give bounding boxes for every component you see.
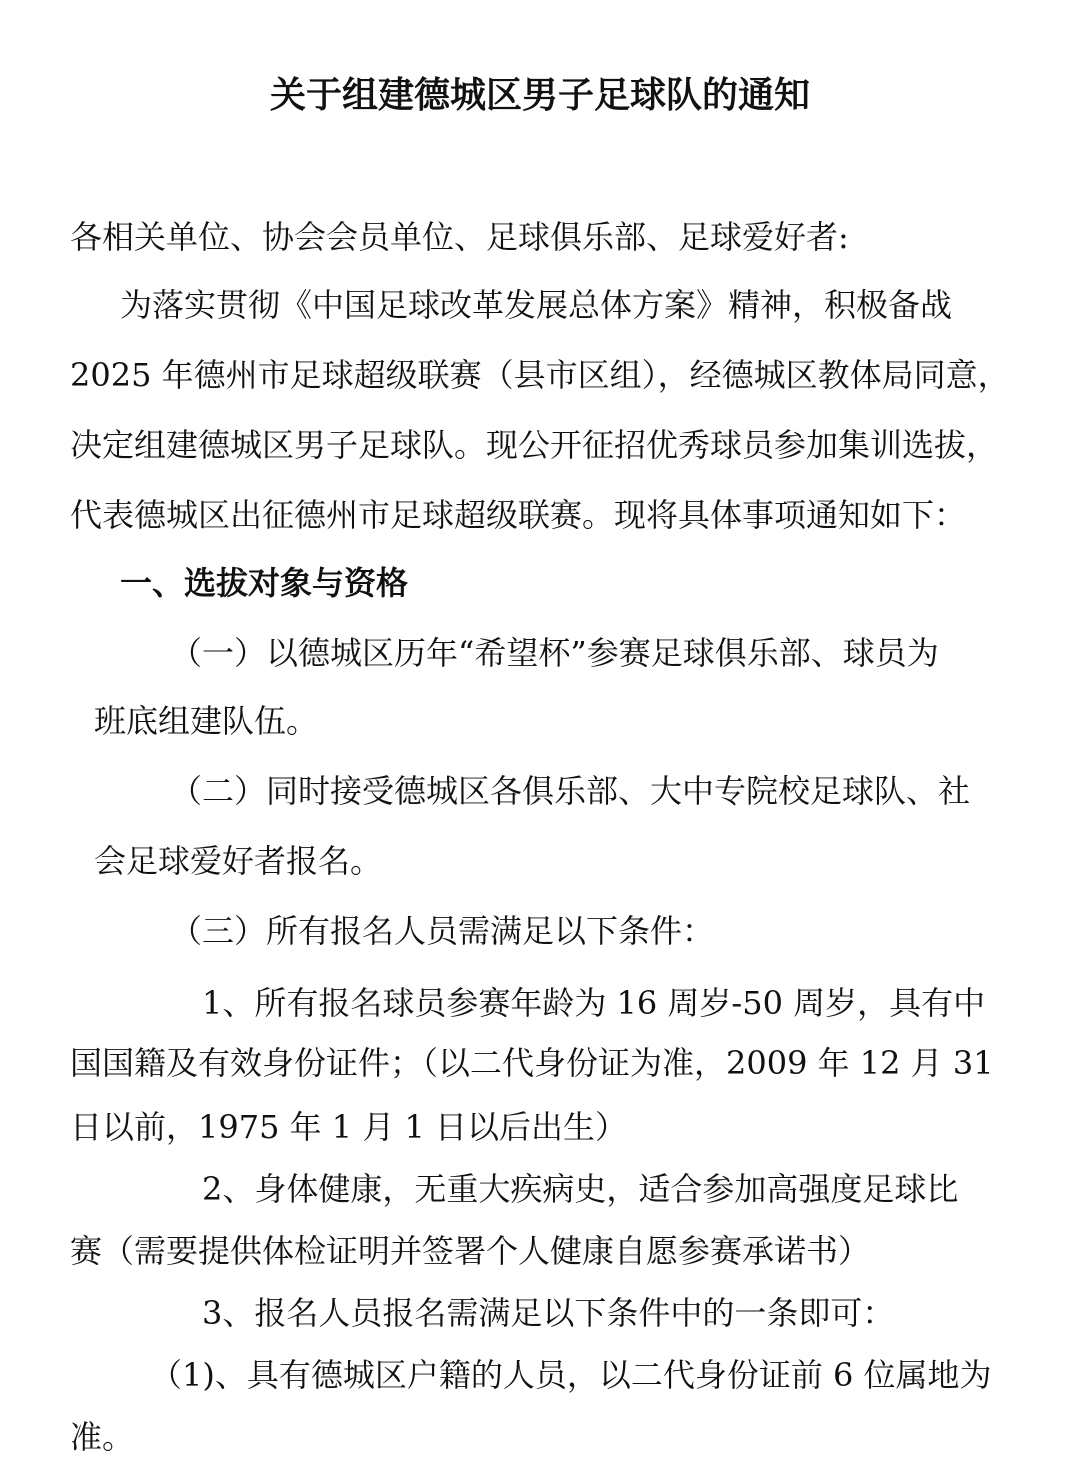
- condition-2-line-2: 赛（需要提供体检证明并签署个人健康自愿参赛承诺书）: [70, 1232, 871, 1270]
- item-2-line-1: （二）同时接受德城区各俱乐部、大中专院校足球队、社: [170, 772, 971, 810]
- item-3-line: （三）所有报名人员需满足以下条件：: [170, 912, 715, 950]
- intro-line-2: 2025 年德州市足球超级联赛（县市区组），经德城区教体局同意，: [70, 356, 1010, 394]
- item-2-line-2: 会足球爱好者报名。: [94, 842, 383, 880]
- intro-line-3: 决定组建德城区男子足球队。现公开征招优秀球员参加集训选拔，: [70, 426, 999, 464]
- subcondition-1-line-2: 准。: [70, 1418, 135, 1456]
- intro-line-1: 为落实贯彻《中国足球改革发展总体方案》精神，积极备战: [120, 286, 953, 324]
- condition-1-line-3: 日以前，1975 年 1 月 1 日以后出生）: [70, 1108, 628, 1146]
- condition-1-line-1: 1、所有报名球员参赛年龄为 16 周岁-50 周岁，具有中: [202, 984, 986, 1022]
- intro-line-4: 代表德城区出征德州市足球超级联赛。现将具体事项通知如下：: [70, 496, 967, 534]
- item-1-line-1: （一）以德城区历年“希望杯”参赛足球俱乐部、球员为: [170, 634, 939, 672]
- condition-3-line: 3、报名人员报名需满足以下条件中的一条即可：: [202, 1294, 895, 1332]
- section-heading-1: 一、选拔对象与资格: [120, 564, 409, 602]
- condition-2-line-1: 2、身体健康，无重大疾病史，适合参加高强度足球比: [202, 1170, 959, 1208]
- condition-1-line-2: 国国籍及有效身份证件；（以二代身份证为准，2009 年 12 月 31: [70, 1044, 994, 1082]
- greeting-line: 各相关单位、协会会员单位、足球俱乐部、足球爱好者:: [70, 218, 849, 256]
- item-1-line-2: 班底组建队伍。: [94, 702, 319, 740]
- subcondition-1-line-1: （1)、具有德城区户籍的人员，以二代身份证前 6 位属地为: [150, 1356, 992, 1394]
- document-title: 关于组建德城区男子足球队的通知: [269, 75, 810, 116]
